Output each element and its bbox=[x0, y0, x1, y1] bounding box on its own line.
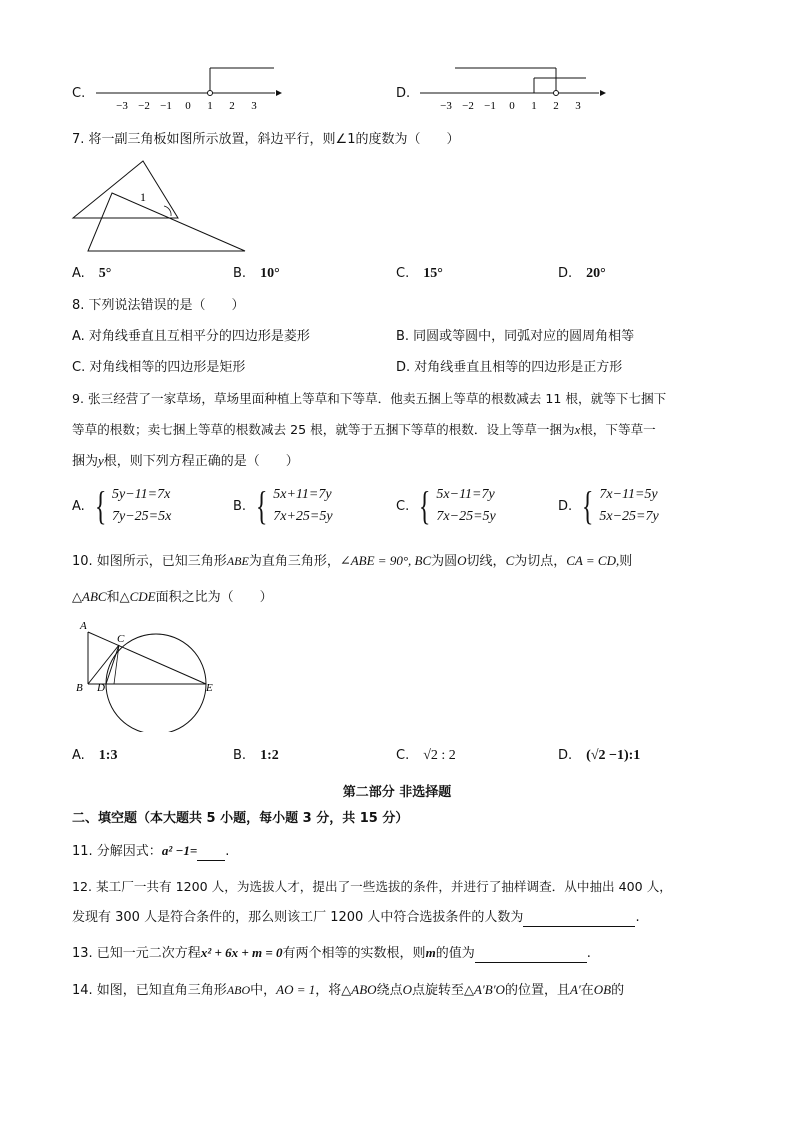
tick-label: −1 bbox=[484, 100, 496, 112]
q9-option-d[interactable]: D. { 7x−11=5y 5x−25=7y bbox=[558, 483, 659, 528]
q11: 11. 分解因式：a² −1= . bbox=[72, 843, 230, 859]
q12-line-1: 12. 某工厂一共有 1200 人，为选拔人才，提出了一些选拔的条件，并进行了抽样调查．从中抽出 400 人， bbox=[72, 879, 672, 894]
q12-line-2: 发现有 300 人是符合条件的，那么则该工厂 1200 人中符合选拔条件的人数为 . bbox=[72, 910, 640, 925]
q10-option-d[interactable]: D. (√2 −1):1 bbox=[558, 748, 641, 763]
q7-option-c[interactable]: C. 15° bbox=[396, 266, 443, 281]
angle-1-label: 1 bbox=[140, 190, 146, 204]
q9-option-a[interactable]: A. { 5y−11=7x 7y−25=5x bbox=[72, 483, 172, 528]
tick-label: 3 bbox=[251, 100, 257, 112]
tick-label: 0 bbox=[509, 100, 515, 112]
tick-label: 0 bbox=[185, 100, 191, 112]
tick-label: −3 bbox=[440, 100, 452, 112]
tick-label: 2 bbox=[229, 100, 235, 112]
q8-option-b[interactable]: B. 同圆或等圆中，同弧对应的圆周角相等 bbox=[396, 329, 635, 344]
q6-option-c-number-line bbox=[90, 60, 290, 115]
q8-stem: 8. 下列说法错误的是（ ） bbox=[72, 298, 245, 313]
q10-circle-figure bbox=[72, 616, 222, 732]
point-a-label: A bbox=[80, 620, 87, 632]
tick-label: −2 bbox=[138, 100, 150, 112]
q11-answer-blank[interactable] bbox=[197, 846, 225, 861]
q10-option-c[interactable]: C. √2 : 2 bbox=[396, 748, 456, 763]
q6-option-d-number-line bbox=[414, 60, 614, 115]
q10-option-b[interactable]: B. 1:2 bbox=[233, 748, 279, 763]
q9-line-2: 等草的根数；卖七捆上等草的根数减去 25 根，就等于五捆下等草的根数．设上等草一捆为x根，下等草一 bbox=[72, 422, 656, 437]
q7-triangle-figure bbox=[70, 158, 250, 256]
section-2-header: 二、填空题（本大题共 5 小题，每小题 3 分，共 15 分） bbox=[72, 811, 409, 826]
q7-option-a[interactable]: A. 5° bbox=[72, 266, 112, 281]
tick-label: −3 bbox=[116, 100, 128, 112]
q8-option-a[interactable]: A. 对角线垂直且互相平分的四边形是菱形 bbox=[72, 329, 310, 344]
q7-option-d[interactable]: D. 20° bbox=[558, 266, 606, 281]
tick-label: 3 bbox=[575, 100, 581, 112]
q14-line-1: 14. 如图，已知直角三角形ABO中，AO = 1，将△ABO绕点O点旋转至△A′B′O的位置，且A′在OB的 bbox=[72, 982, 625, 998]
point-c-label: C bbox=[117, 633, 125, 645]
part-2-title: 第二部分 非选择题 bbox=[342, 785, 452, 800]
q8-option-c[interactable]: C. 对角线相等的四边形是矩形 bbox=[72, 360, 246, 375]
q7-stem: 7. 将一副三角板如图所示放置，斜边平行，则∠1的度数为（ ） bbox=[72, 132, 460, 147]
point-e-label: E bbox=[206, 682, 213, 694]
q7-option-b[interactable]: B. 10° bbox=[233, 266, 280, 281]
tick-label: 2 bbox=[553, 100, 559, 112]
tick-label: −2 bbox=[462, 100, 474, 112]
q9-option-b[interactable]: B. { 5x+11=7y 7x+25=5y bbox=[233, 483, 333, 528]
q9-line-3: 捆为y根，则下列方程正确的是（ ） bbox=[72, 453, 299, 469]
tick-label: 1 bbox=[207, 100, 213, 112]
q10-line-1: 10. 如图所示，已知三角形ABE为直角三角形，∠ABE = 90°, BC为圆O切线，C为切点，CA = CD,则 bbox=[72, 553, 633, 569]
q13-answer-blank[interactable] bbox=[475, 948, 587, 963]
q13: 13. 已知一元二次方程x² + 6x + m = 0有两个相等的实数根，则m的值为 . bbox=[72, 945, 591, 961]
point-b-label: B bbox=[76, 682, 83, 694]
q10-option-a[interactable]: A. 1:3 bbox=[72, 748, 118, 763]
q9-line-1: 9. 张三经营了一家草场，草场里面种植上等草和下等草．他卖五捆上等草的根数减去 11 根，就等下七捆下 bbox=[72, 391, 667, 406]
q6-option-d-label: D. bbox=[396, 86, 411, 101]
q9-option-c[interactable]: C. { 5x−11=7y 7x−25=5y bbox=[396, 483, 496, 528]
point-d-label: D bbox=[97, 682, 105, 694]
tick-label: −1 bbox=[160, 100, 172, 112]
q8-option-d[interactable]: D. 对角线垂直且相等的四边形是正方形 bbox=[396, 360, 623, 375]
q10-line-2: △ABC和△CDE面积之比为（ ） bbox=[72, 589, 273, 605]
tick-label: 1 bbox=[531, 100, 537, 112]
q12-answer-blank[interactable] bbox=[523, 912, 635, 927]
q6-option-c-label: C. bbox=[72, 86, 86, 101]
